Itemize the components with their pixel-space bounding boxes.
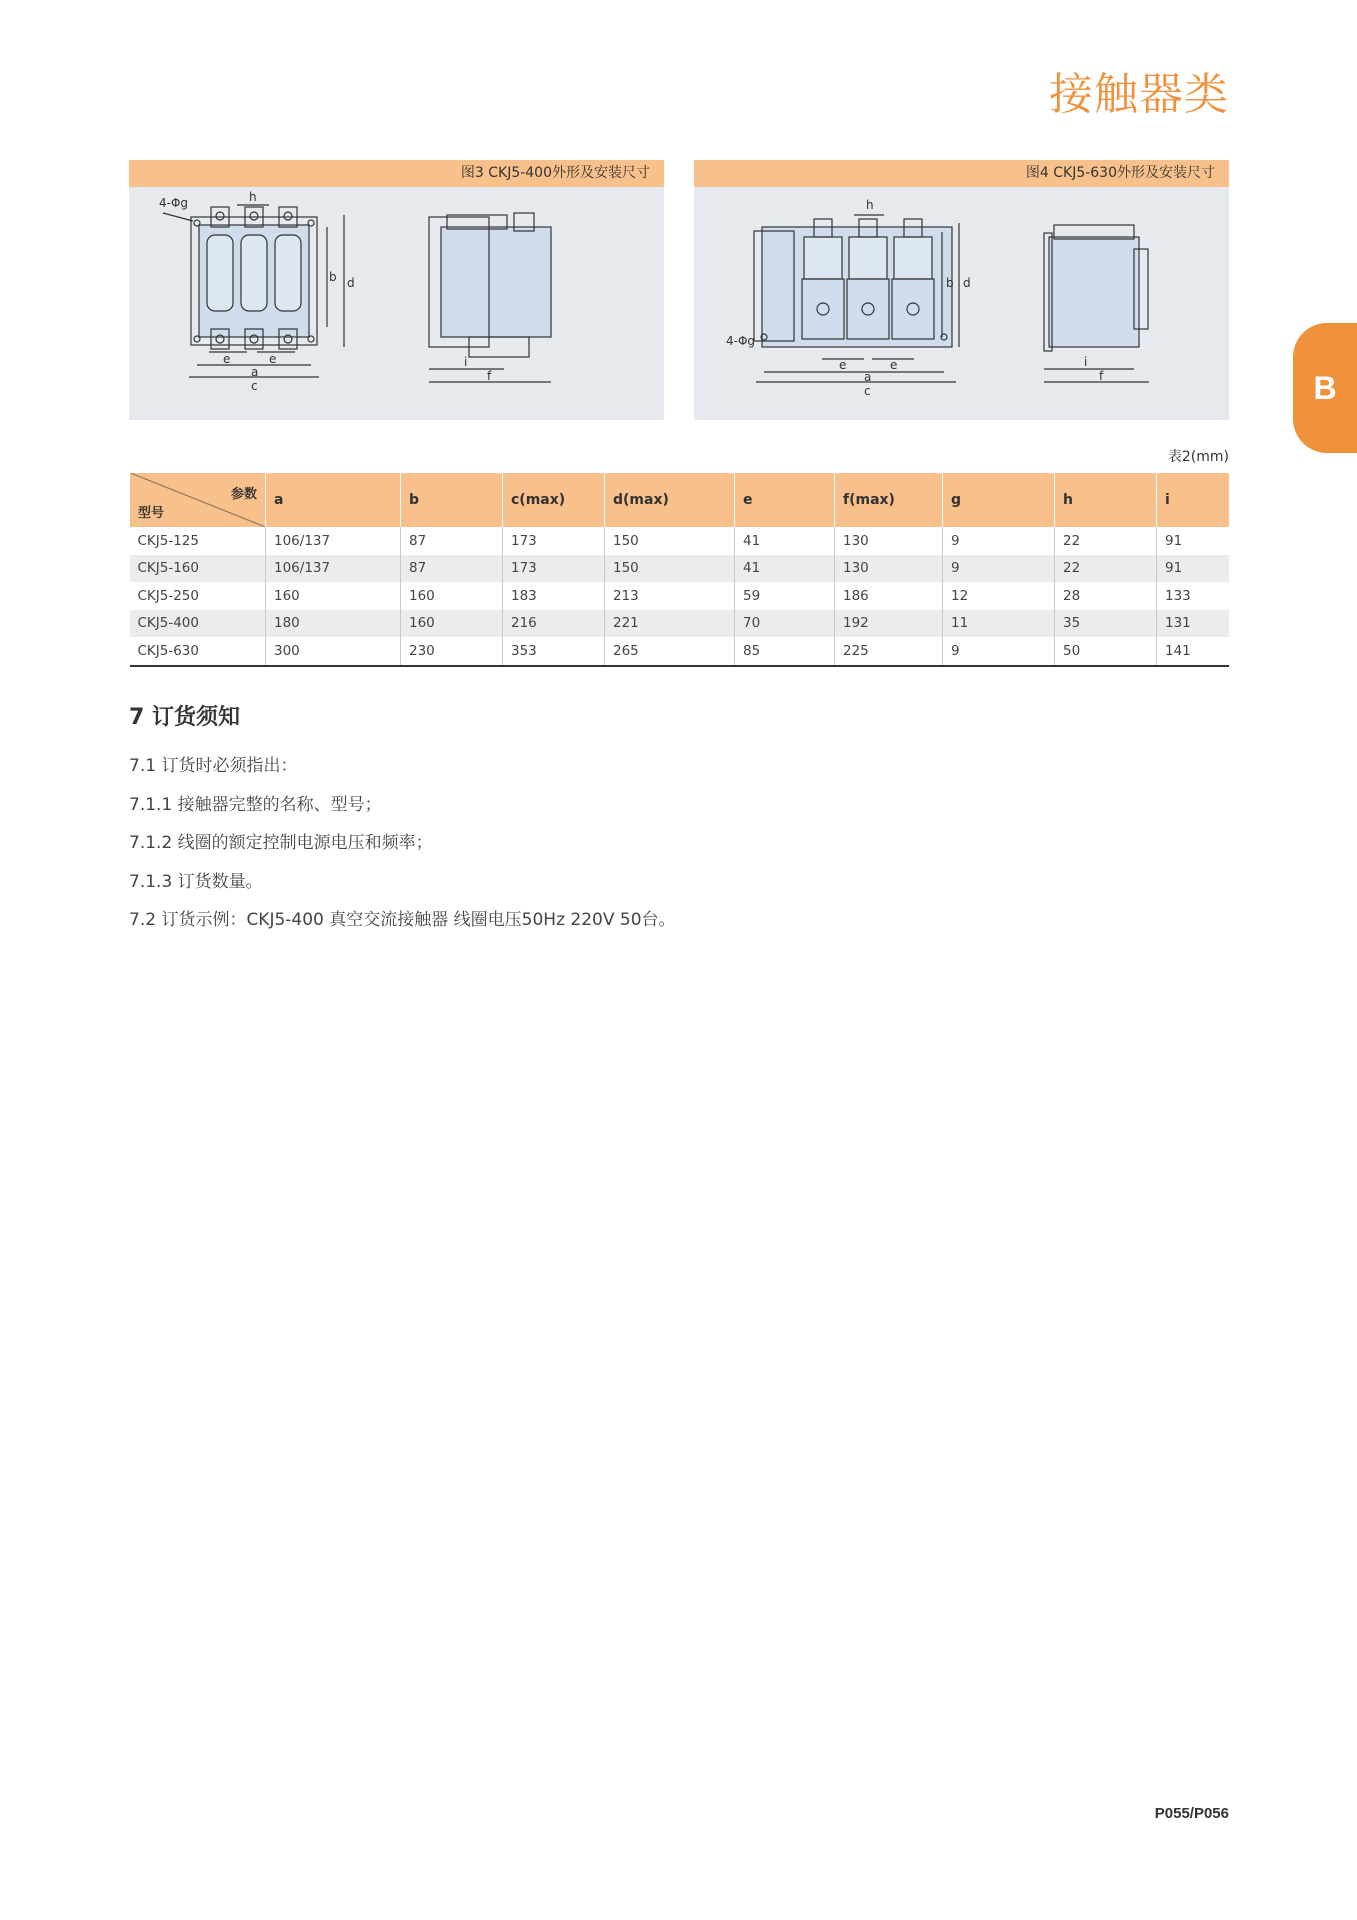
column-header: i [1157, 473, 1230, 527]
value-cell: 28 [1055, 582, 1157, 610]
value-cell: 9 [943, 637, 1055, 666]
label-b: b [329, 270, 337, 284]
order-section [129, 700, 1229, 940]
figure-caption: 图4 CKJ5-630外形及安装尺寸 [694, 160, 1229, 187]
column-header: a [266, 473, 401, 527]
table-header-row [130, 473, 1230, 527]
value-cell: 22 [1055, 555, 1157, 583]
spec-table [129, 473, 1229, 667]
value-cell: 300 [266, 637, 401, 666]
order-line: 7.1.3 订货数量。 [129, 871, 263, 892]
value-cell: 41 [735, 555, 835, 583]
column-header: e [735, 473, 835, 527]
label-a: a [251, 365, 259, 379]
column-header: g [943, 473, 1055, 527]
value-cell: 41 [735, 527, 835, 555]
value-cell: 265 [605, 637, 735, 666]
column-header: b [401, 473, 503, 527]
label-e: e [269, 352, 277, 366]
label-e: e [223, 352, 231, 366]
value-cell: 353 [503, 637, 605, 666]
table-row [130, 555, 1230, 583]
column-header: c(max) [503, 473, 605, 527]
value-cell: 160 [401, 610, 503, 638]
label-e: e [839, 358, 847, 372]
value-cell: 91 [1157, 527, 1230, 555]
value-cell: 9 [943, 555, 1055, 583]
value-cell: 150 [605, 527, 735, 555]
model-cell: CKJ5-630 [130, 637, 266, 666]
value-cell: 35 [1055, 610, 1157, 638]
label-b: b [946, 276, 954, 290]
value-cell: 180 [266, 610, 401, 638]
value-cell: 12 [943, 582, 1055, 610]
order-line: 7.1.2 线圈的额定控制电源电压和频率； [129, 833, 433, 853]
value-cell: 221 [605, 610, 735, 638]
value-cell: 141 [1157, 637, 1230, 666]
table-unit: 表2(mm) [1167, 449, 1229, 465]
figure-ckj5-630 [694, 160, 1229, 420]
value-cell: 9 [943, 527, 1055, 555]
value-cell: 87 [401, 555, 503, 583]
ckj5-400-drawing [129, 187, 664, 420]
value-cell: 87 [401, 527, 503, 555]
label-c: c [864, 384, 871, 398]
value-cell: 11 [943, 610, 1055, 638]
order-heading: 7 订货须知 [129, 705, 240, 730]
label-i: i [464, 355, 468, 369]
value-cell: 85 [735, 637, 835, 666]
label-c: c [251, 379, 258, 393]
order-line: 7.1 订货时必须指出： [129, 756, 298, 776]
value-cell: 22 [1055, 527, 1157, 555]
value-cell: 70 [735, 610, 835, 638]
label-h: h [866, 198, 874, 212]
value-cell: 133 [1157, 582, 1230, 610]
table-row [130, 610, 1230, 638]
column-header: f(max) [835, 473, 943, 527]
ckj5-630-drawing [694, 187, 1229, 420]
value-cell: 91 [1157, 555, 1230, 583]
value-cell: 130 [835, 555, 943, 583]
label-a: a [864, 370, 872, 384]
value-cell: 173 [503, 555, 605, 583]
label-f: f [1099, 369, 1104, 383]
section-tab[interactable]: B [1293, 323, 1357, 453]
page-number: P055/P056 [1154, 1805, 1229, 1822]
value-cell: 192 [835, 610, 943, 638]
value-cell: 216 [503, 610, 605, 638]
value-cell: 131 [1157, 610, 1230, 638]
value-cell: 150 [605, 555, 735, 583]
label-f: f [487, 369, 492, 383]
value-cell: 230 [401, 637, 503, 666]
label-h: h [249, 190, 257, 204]
corner-param-label: 参数 [230, 487, 257, 502]
label-i: i [1084, 355, 1088, 369]
label-g: 4-Φg [159, 196, 189, 210]
value-cell: 213 [605, 582, 735, 610]
model-cell: CKJ5-250 [130, 582, 266, 610]
figure-caption: 图3 CKJ5-400外形及安装尺寸 [129, 160, 664, 187]
label-d: d [963, 276, 971, 290]
value-cell: 186 [835, 582, 943, 610]
table-corner-cell [130, 473, 266, 527]
column-header: d(max) [605, 473, 735, 527]
page-title: 接触器类 [1049, 69, 1229, 120]
value-cell: 130 [835, 527, 943, 555]
table-row [130, 527, 1230, 555]
label-d: d [347, 276, 355, 290]
model-cell: CKJ5-160 [130, 555, 266, 583]
model-cell: CKJ5-400 [130, 610, 266, 638]
order-line: 7.2 订货示例：CKJ5-400 真空交流接触器 线圈电压50Hz 220V 50台。 [129, 910, 676, 930]
value-cell: 106/137 [266, 527, 401, 555]
value-cell: 160 [266, 582, 401, 610]
column-header: h [1055, 473, 1157, 527]
table-row [130, 582, 1230, 610]
value-cell: 160 [401, 582, 503, 610]
table-row [130, 637, 1230, 666]
figure-ckj5-400 [129, 160, 664, 420]
value-cell: 183 [503, 582, 605, 610]
value-cell: 173 [503, 527, 605, 555]
value-cell: 59 [735, 582, 835, 610]
label-g: 4-Φg [726, 334, 756, 348]
order-line: 7.1.1 接触器完整的名称、型号； [129, 794, 382, 815]
value-cell: 50 [1055, 637, 1157, 666]
value-cell: 225 [835, 637, 943, 666]
model-cell: CKJ5-125 [130, 527, 266, 555]
corner-model-label: 型号 [138, 506, 165, 521]
label-e: e [890, 358, 898, 372]
value-cell: 106/137 [266, 555, 401, 583]
